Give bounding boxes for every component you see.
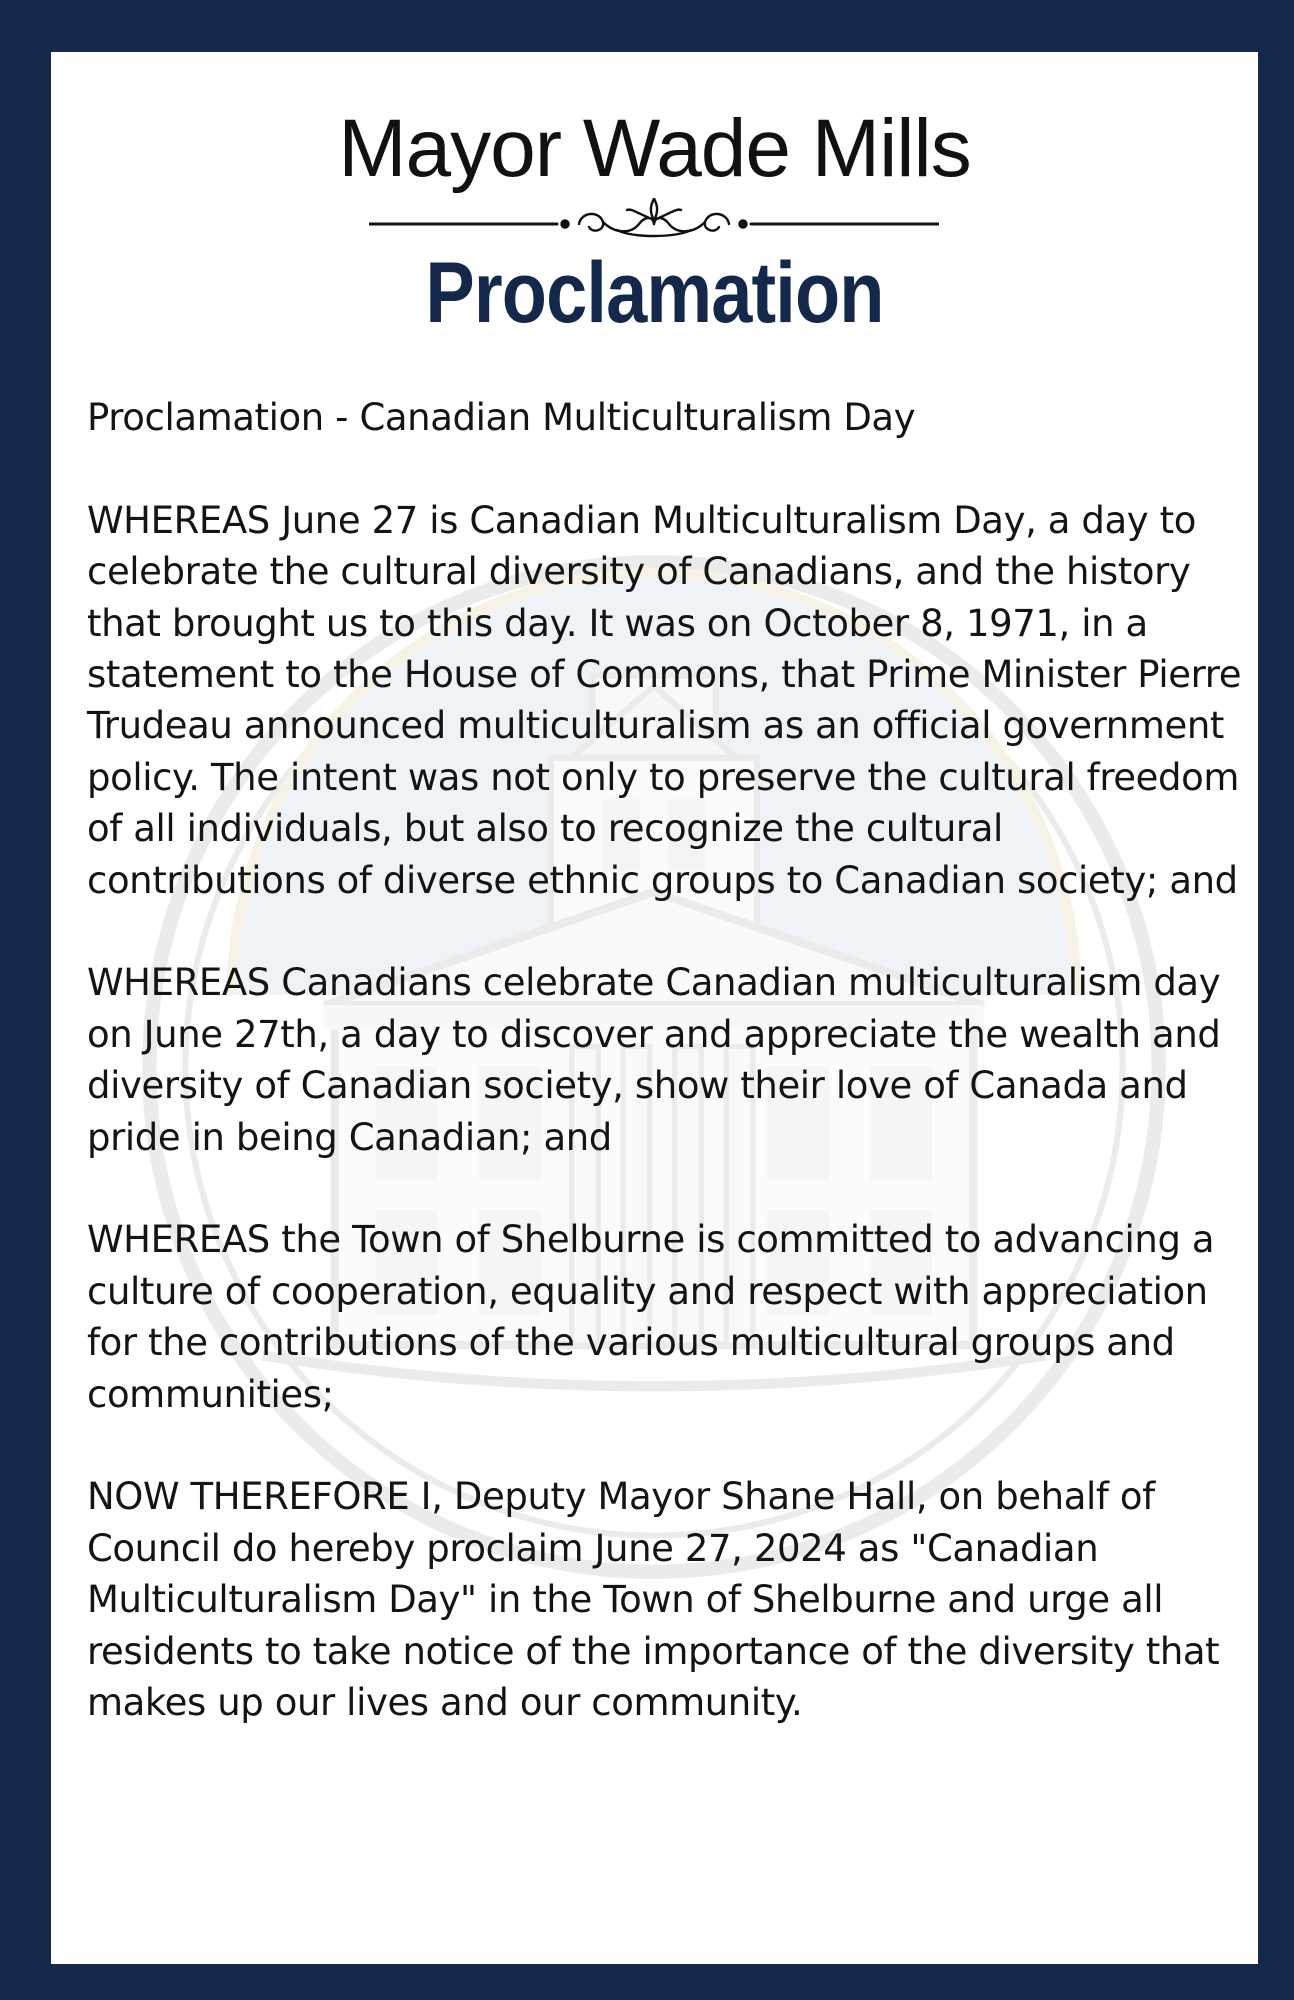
- whereas-paragraph-1: WHEREAS June 27 is Canadian Multiculturalism Day, a day to celebrate the cultural diversity of Canadians, and the history that brought us to this day. It was on October 8, 1971, in a statement to the House of Commons, that Prime Minister Pierre Trudeau announced multiculturalism as an official government policy. The intent was not only to preserve the cultural freedom of all individuals, but also to recognize the cultural contributions of diverse ethnic groups to Canadian society; and: [87, 498, 1242, 902]
- proclamation-body: [87, 392, 1247, 1729]
- document-title: Proclamation: [425, 245, 884, 341]
- proclamation-card: [51, 52, 1258, 1964]
- proclamation-statement-paragraph: NOW THEREFORE I, Deputy Mayor Shane Hall, on behalf of Council do hereby proclaim June 27, 2024 as "Canadian Multiculturalism Day" in the Town of Shelburne and urge all residents to take notice of the importance of the diversity that makes up our lives and our community.: [87, 1475, 1220, 1725]
- mayor-name-heading: Mayor Wade Mills: [338, 103, 971, 194]
- whereas-paragraph-2: WHEREAS Canadians celebrate Canadian multiculturalism day on June 27th, a day to discover and appreciate the wealth and diversity of Canadian society, show their love of Canada and pride in being Canadian; and: [87, 961, 1221, 1159]
- whereas-paragraph-3: WHEREAS the Town of Shelburne is committed to advancing a culture of cooperation, equality and respect with appreciation for the contributions of the various multicultural groups and communities;: [87, 1218, 1215, 1416]
- proclamation-subject: Proclamation - Canadian Multiculturalism Day: [87, 396, 916, 439]
